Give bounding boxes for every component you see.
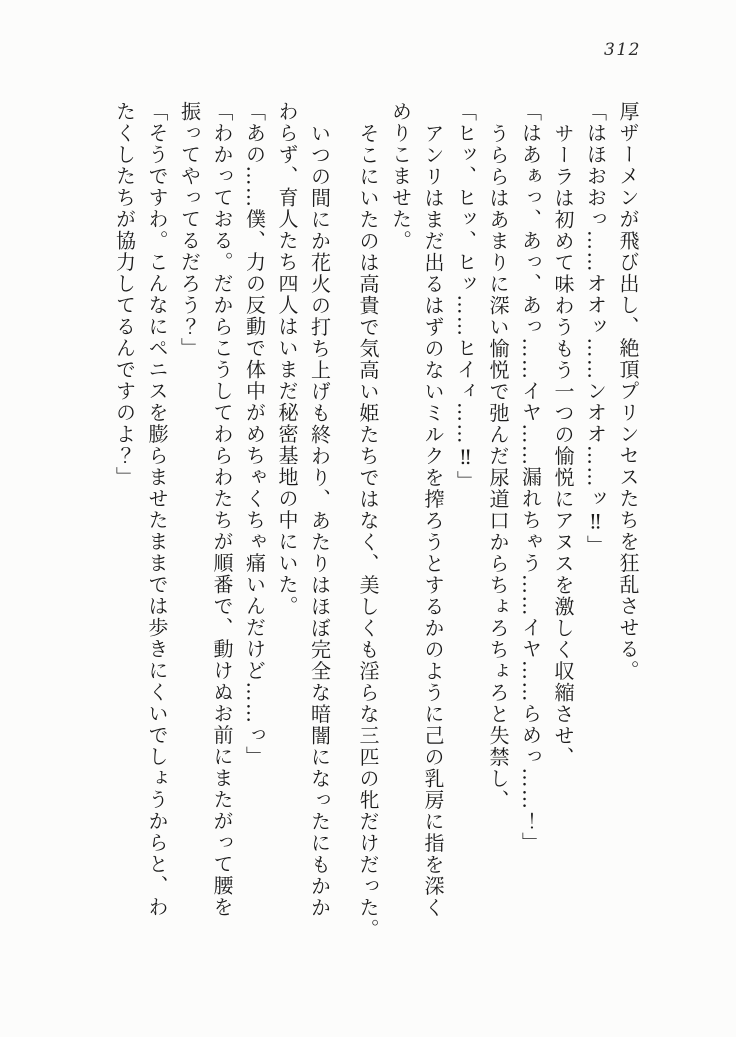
text-line: いつの間にか花火の打ち上げも終わり、あたりはほぼ完全な暗闇になったにもかか — [307, 122, 332, 918]
text-line: めりこませた。 — [388, 101, 413, 252]
text-line: 「はあぁっ、あっ、あっ……イヤ……漏れちゃう……イヤ……らめっ……！」 — [518, 101, 543, 854]
text-line: アンリはまだ出るはずのないミルクを搾ろうとするかのように己の乳房に指を深く — [421, 122, 445, 918]
text-line: 「そうですわ。こんなにペニスを膨らませたままでは歩きにくいでしょうからと、わ — [145, 101, 169, 918]
text-line: 厚ザーメンが飛び出し、絶頂プリンセスたちを狂乱させる。 — [616, 101, 640, 682]
text-line: 「あの……僕、力の反動で体中がめちゃくちゃ痛いんだけど……っ」 — [242, 101, 267, 768]
text-line: サーラは初めて味わうもう一つの愉悦にアヌスを激しく収縮させ、 — [551, 122, 575, 768]
text-line: たくしたちが協力してるんですのよ？」 — [112, 101, 137, 488]
text-block — [108, 101, 644, 946]
text-line: 「はほおおっ……オオッ……ンオオ……ッ‼」 — [583, 101, 608, 557]
text-line: わらず、育人たち四人はいまだ秘密基地の中にいた。 — [275, 101, 299, 617]
text-line: 振ってやってるだろう？」 — [177, 101, 202, 359]
text-line: 「わかっておる。だからこうしてわらわたちが順番で、動けぬお前にまたがって腰を — [210, 101, 234, 918]
text-line: 「ヒッ、ヒッ、ヒッ……ヒイィ……‼」 — [453, 101, 478, 492]
text-line: うららはあまりに深い愉悦で弛んだ尿道口からちょろちょろと失禁し、 — [486, 122, 510, 811]
page-number: 312 — [604, 40, 641, 60]
text-line: そこにいたのは高貴で気高い姫たちではなく、美しくも淫らな三匹の牝だけだった。 — [356, 122, 380, 940]
